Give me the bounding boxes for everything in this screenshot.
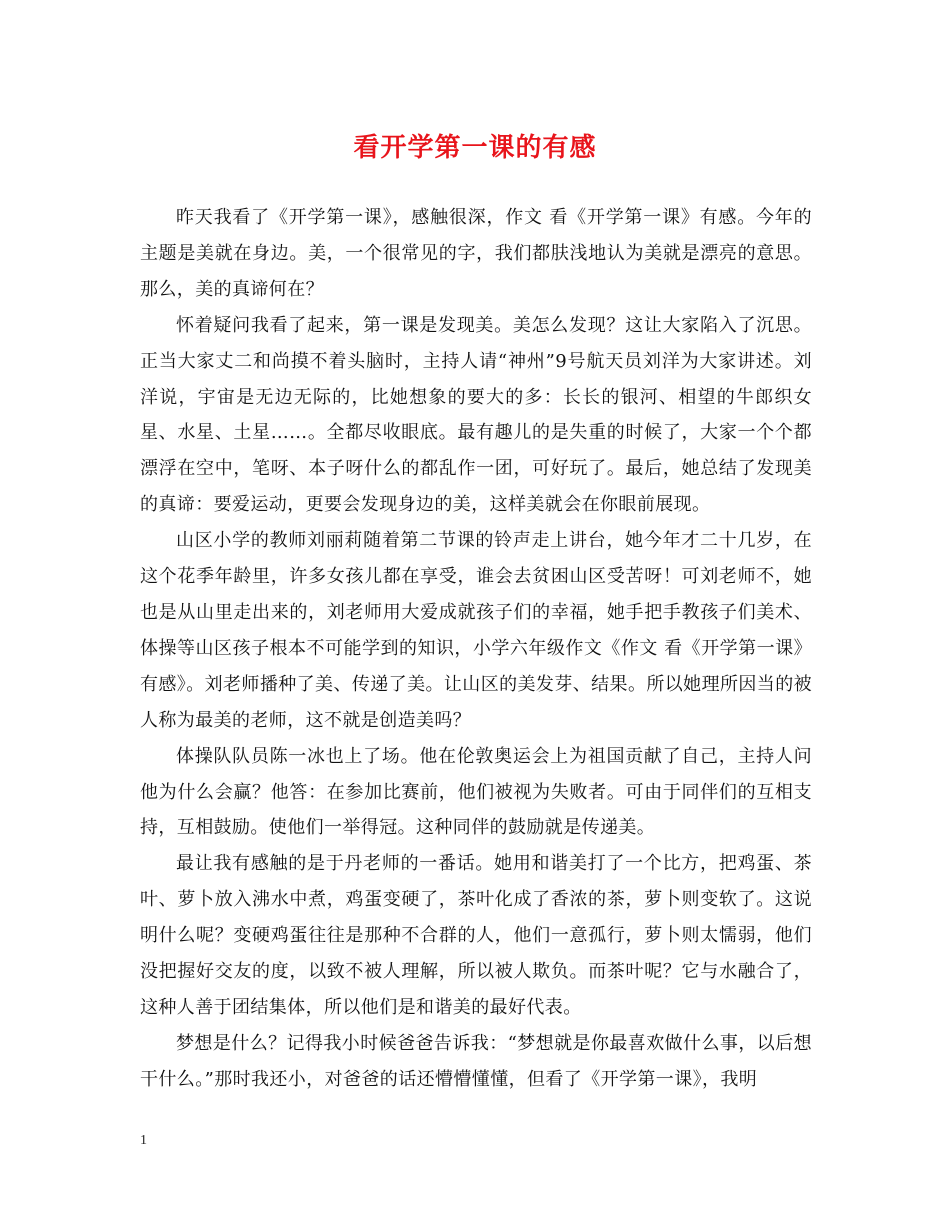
document-title: 看开学第一课的有感 (353, 133, 597, 163)
paragraph-6: 梦想是什么？记得我小时候爸爸告诉我：“梦想就是你最喜欢做什么事，以后想干什么。”那时我还小，对爸爸的话还懵懵懂懂，但看了《开学第一课》，我明 (140, 1032, 812, 1090)
paragraph-2: 怀着疑问我看了起来，第一课是发现美。美怎么发现？这让大家陷入了沉思。正当大家丈二和尚摸不着头脑时，主持人请“神州”9号航天员刘洋为大家讲述。刘洋说，宇宙是无边无际的，比她想象的要大的多：长长的银河、相望的牛郎织女星、水星、土星……。全都尽收眼底。最有趣儿的是失重的时候了，大家一个个都漂浮在空中，笔呀、本子呀什么的都乱作一团，可好玩了。最后，她总结了发现美的真谛：要爱运动，更要会发现身边的美，这样美就会在你眼前展现。 (140, 314, 812, 516)
paragraph-3: 山区小学的教师刘丽莉随着第二节课的铃声走上讲台，她今年才二十几岁，在这个花季年龄里，许多女孩儿都在享受，谁会去贫困山区受苦呀！可刘老师不，她也是从山里走出来的，刘老师用大爱成就孩子们的幸福，她手把手教孩子们美术、体操等山区孩子根本不可能学到的知识，小学六年级作文《作文 看《开学第一课》有感》。刘老师播种了美、传递了美。让山区的美发芽、结果。所以她理所因当的被人称为最美的老师，这不就是创造美吗？ (140, 530, 812, 731)
document-body (140, 200, 812, 1098)
paragraph-4: 体操队队员陈一冰也上了场。他在伦敦奥运会上为祖国贡献了自己，主持人问他为什么会赢？他答：在参加比赛前，他们被视为失败者。可由于同伴们的互相支持，互相鼓励。使他们一举得冠。这种同伴的鼓励就是传递美。 (140, 745, 812, 839)
paragraph-1: 昨天我看了《开学第一课》，感触很深，作文 看《开学第一课》有感。今年的主题是美就在身边。美，一个很常见的字，我们都肤浅地认为美就是漂亮的意思。那么，美的真谛何在？ (140, 207, 812, 300)
paragraph-5: 最让我有感触的是于丹老师的一番话。她用和谐美打了一个比方，把鸡蛋、茶叶、萝卜放入沸水中煮，鸡蛋变硬了，茶叶化成了香浓的茶，萝卜则变软了。这说明什么呢？变硬鸡蛋往往是那种不合群的人，他们一意孤行，萝卜则太懦弱，他们没把握好交友的度，以致不被人理解，所以被人欺负。而茶叶呢？它与水融合了，这种人善于团结集体，所以他们是和谐美的最好代表。 (140, 853, 812, 1018)
page-number: 1 (140, 1133, 147, 1148)
